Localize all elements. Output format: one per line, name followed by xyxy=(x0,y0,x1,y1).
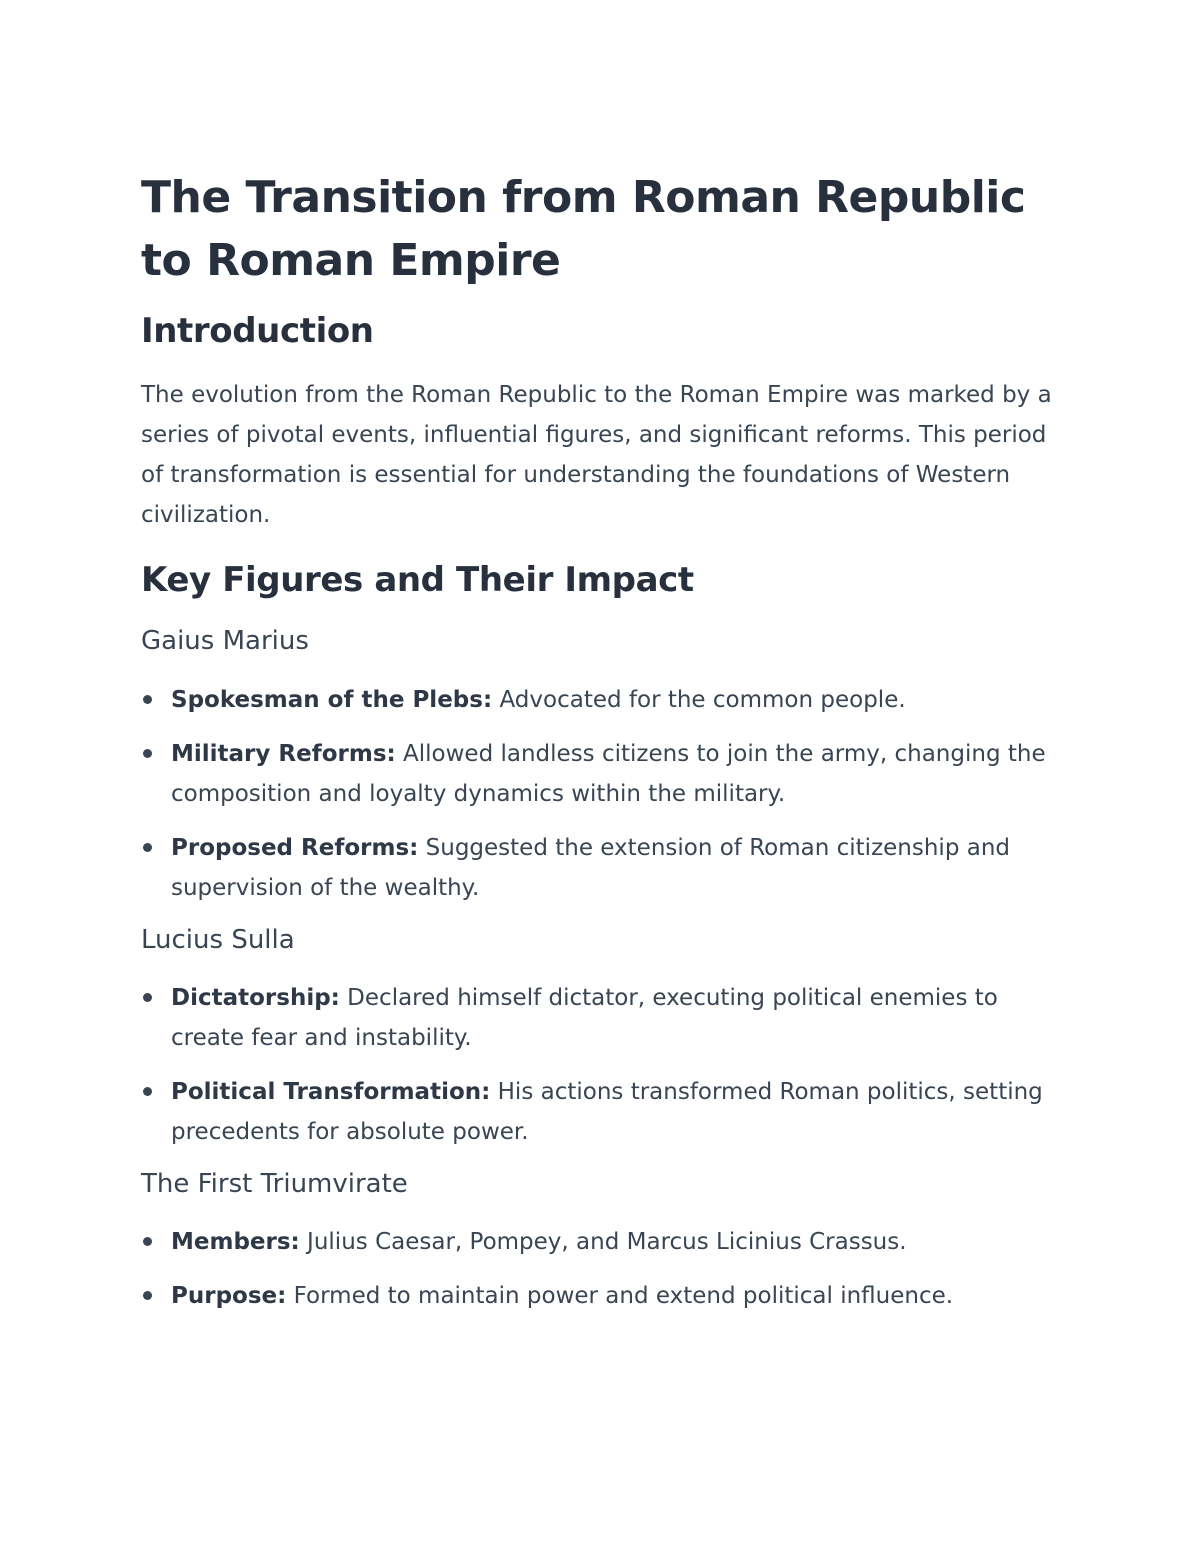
list-item-text: Suggested the extension of Roman citizenship and supervision of the wealthy. xyxy=(171,835,1010,901)
list-item-term: Military Reforms: xyxy=(171,741,396,767)
bullet-icon xyxy=(143,695,152,704)
first-triumvirate-list xyxy=(141,1222,1066,1316)
list-item-term: Proposed Reforms: xyxy=(171,835,419,861)
list-item-term: Dictatorship: xyxy=(171,985,340,1011)
bullet-icon xyxy=(143,1291,152,1300)
first-triumvirate-heading: The First Triumvirate xyxy=(141,1169,408,1199)
list-item-text: His actions transformed Roman politics, setting precedents for absolute power. xyxy=(171,1079,1043,1145)
gaius-marius-list xyxy=(141,680,1066,908)
bullet-icon xyxy=(143,749,152,758)
list-item-text: Formed to maintain power and extend political influence. xyxy=(286,1283,954,1309)
list-item-text: Julius Caesar, Pompey, and Marcus Licinius Crassus. xyxy=(299,1229,907,1255)
list-item xyxy=(141,734,1066,814)
list-item-text: Advocated for the common people. xyxy=(492,687,906,713)
gaius-marius-heading: Gaius Marius xyxy=(141,626,309,656)
list-item-text: Allowed landless citizens to join the army, changing the composition and loyalty dynamics within the military. xyxy=(171,741,1046,807)
bullet-icon xyxy=(143,993,152,1002)
key-figures-heading: Key Figures and Their Impact xyxy=(141,560,694,600)
introduction-heading: Introduction xyxy=(141,311,374,351)
list-item-term: Members: xyxy=(171,1229,300,1255)
list-item-term: Purpose: xyxy=(171,1283,287,1309)
list-item-term: Spokesman of the Plebs: xyxy=(171,687,493,713)
bullet-icon xyxy=(143,843,152,852)
page-title: The Transition from Roman Republic to Roman Empire xyxy=(141,172,1026,286)
list-item xyxy=(141,1276,1066,1316)
bullet-icon xyxy=(143,1237,152,1246)
lucius-sulla-heading: Lucius Sulla xyxy=(141,925,295,955)
list-item-term: Political Transformation: xyxy=(171,1079,491,1105)
lucius-sulla-list xyxy=(141,978,1066,1152)
list-item xyxy=(141,1222,1066,1262)
list-item xyxy=(141,978,1066,1058)
list-item xyxy=(141,828,1066,908)
document-page xyxy=(141,166,1066,1316)
list-item xyxy=(141,680,1066,720)
list-item-text: Declared himself dictator, executing political enemies to create fear and instability. xyxy=(171,985,998,1051)
list-item xyxy=(141,1072,1066,1152)
introduction-paragraph: The evolution from the Roman Republic to the Roman Empire was marked by a series of pivotal events, influential figures, and significant reforms. This period of transformation is essential for understanding the foundations of Western civilization. xyxy=(141,382,1052,528)
bullet-icon xyxy=(143,1087,152,1096)
